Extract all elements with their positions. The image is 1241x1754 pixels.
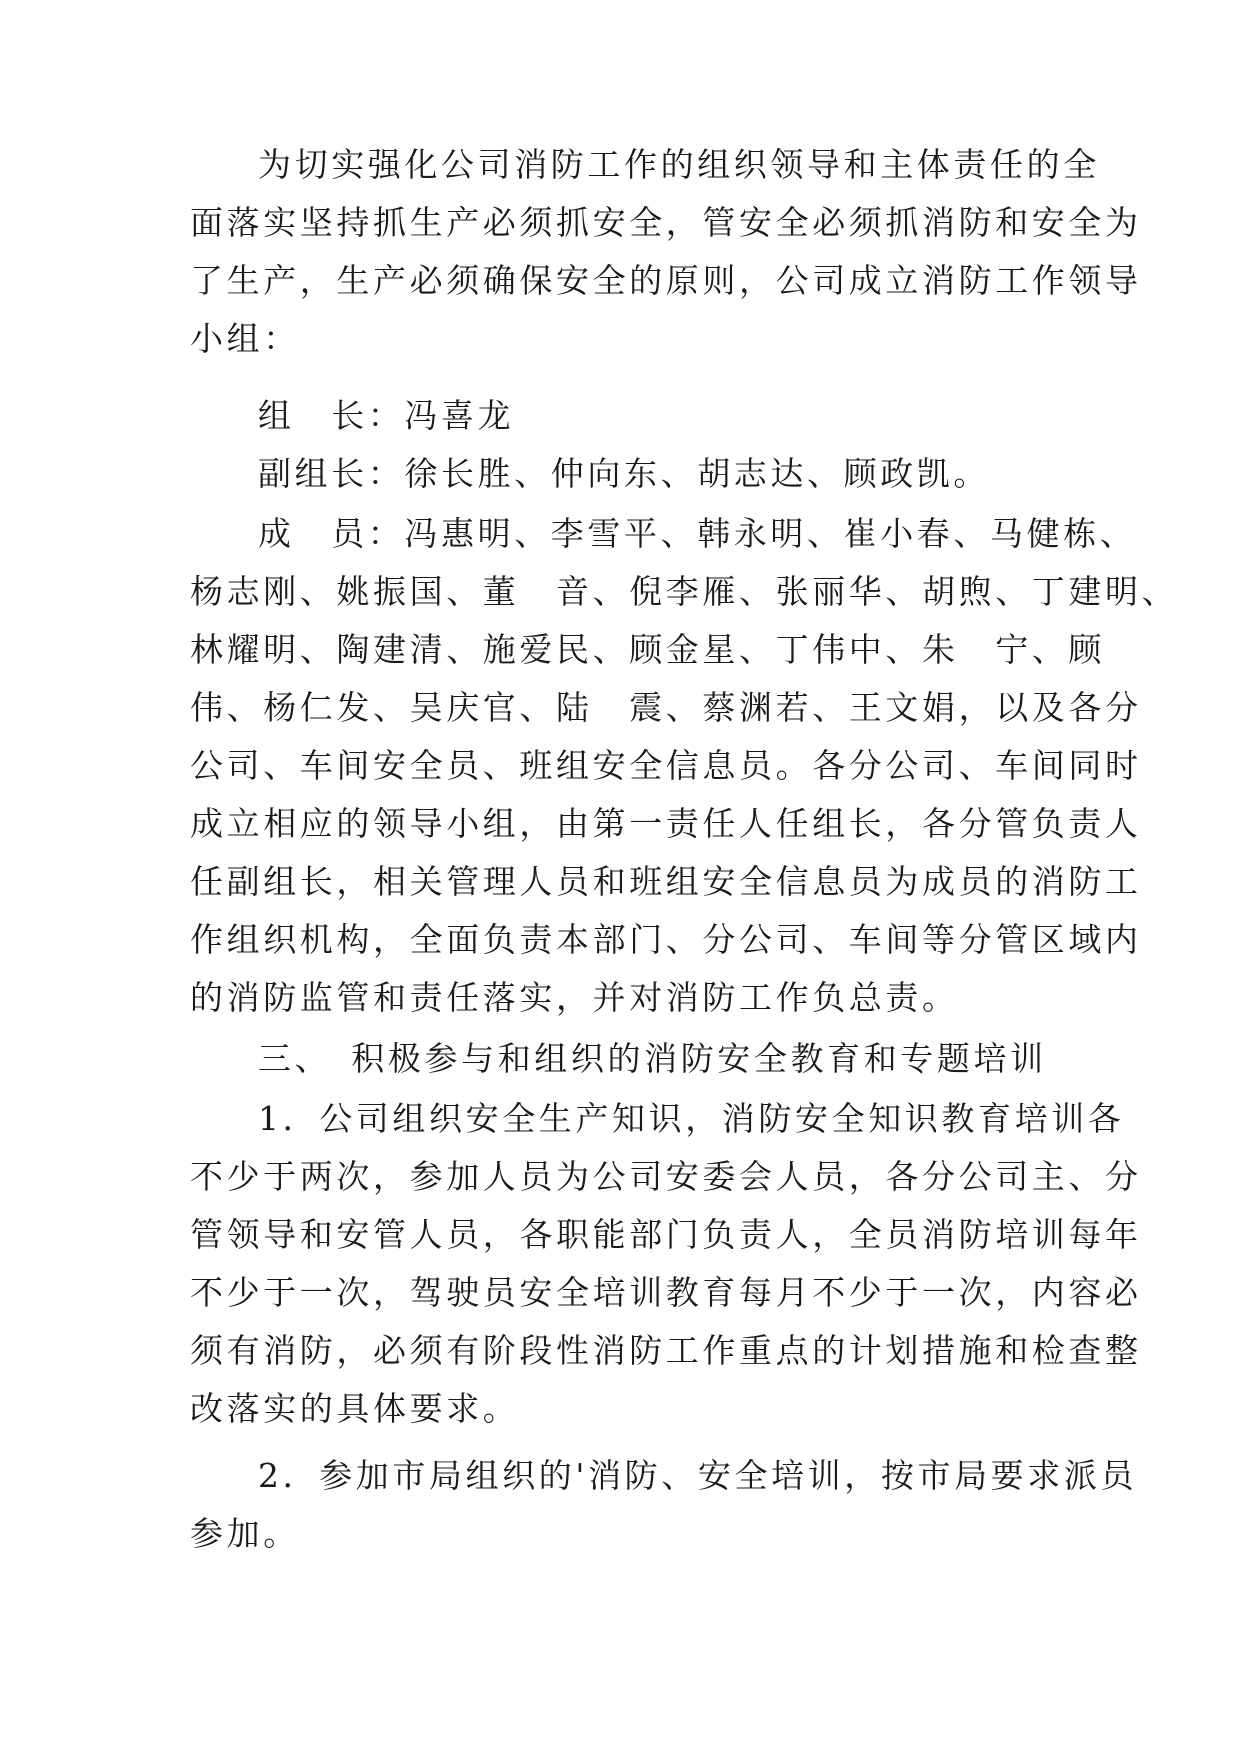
text-line: 小组： — [190, 319, 300, 358]
text-line: 了生产，生产必须确保安全的原则，公司成立消防工作领导 — [190, 261, 1142, 300]
text-line: 不少于一次，驾驶员安全培训教育每月不少于一次，内容必 — [190, 1273, 1142, 1312]
text-line: 管领导和安管人员，各职能部门负责人，全员消防培训每年 — [190, 1215, 1142, 1254]
text-line: 不少于两次，参加人员为公司安委会人员，各分公司主、分 — [190, 1157, 1142, 1196]
text-line: 为切实强化公司消防工作的组织领导和主体责任的全 — [258, 145, 1100, 184]
text-line: 任副组长，相关管理人员和班组安全信息员为成员的消防工 — [190, 862, 1142, 901]
text-line: 林耀明、陶建清、施爱民、顾金星、丁伟中、朱 宁、顾 — [190, 630, 1105, 669]
text-line: 成 员：冯惠明、李雪平、韩永明、崔小春、马健栋、 — [258, 514, 1137, 553]
text-line: 杨志刚、姚振国、董 音、倪李雁、张丽华、胡煦、丁建明、 — [190, 572, 1179, 611]
text-line: 参加。 — [190, 1514, 300, 1553]
text-line: 成立相应的领导小组，由第一责任人任组长，各分管负责人 — [190, 804, 1142, 843]
text-line: 伟、杨仁发、吴庆官、陆 震、蔡渊若、王文娟，以及各分 — [190, 688, 1142, 727]
text-line: 改落实的具体要求。 — [190, 1389, 520, 1428]
text-line: 作组织机构，全面负责本部门、分公司、车间等分管区域内 — [190, 920, 1142, 959]
text-line: 公司、车间安全员、班组安全信息员。各分公司、车间同时 — [190, 746, 1142, 785]
text-line: 1．公司组织安全生产知识，消防安全知识教育培训各 — [258, 1099, 1125, 1138]
text-line: 的消防监管和责任落实，并对消防工作负总责。 — [190, 978, 959, 1017]
text-line: 组 长：冯喜龙 — [258, 396, 515, 435]
text-line: 副组长：徐长胜、仲向东、胡志达、顾政凯。 — [258, 454, 990, 493]
section-heading: 三、 积极参与和组织的消防安全教育和专题培训 — [258, 1039, 1047, 1078]
text-line: 须有消防，必须有阶段性消防工作重点的计划措施和检查整 — [190, 1331, 1142, 1370]
text-line: 2．参加市局组织的'消防、安全培训，按市局要求派员 — [258, 1456, 1138, 1495]
text-line: 面落实坚持抓生产必须抓安全，管安全必须抓消防和安全为 — [190, 203, 1142, 242]
